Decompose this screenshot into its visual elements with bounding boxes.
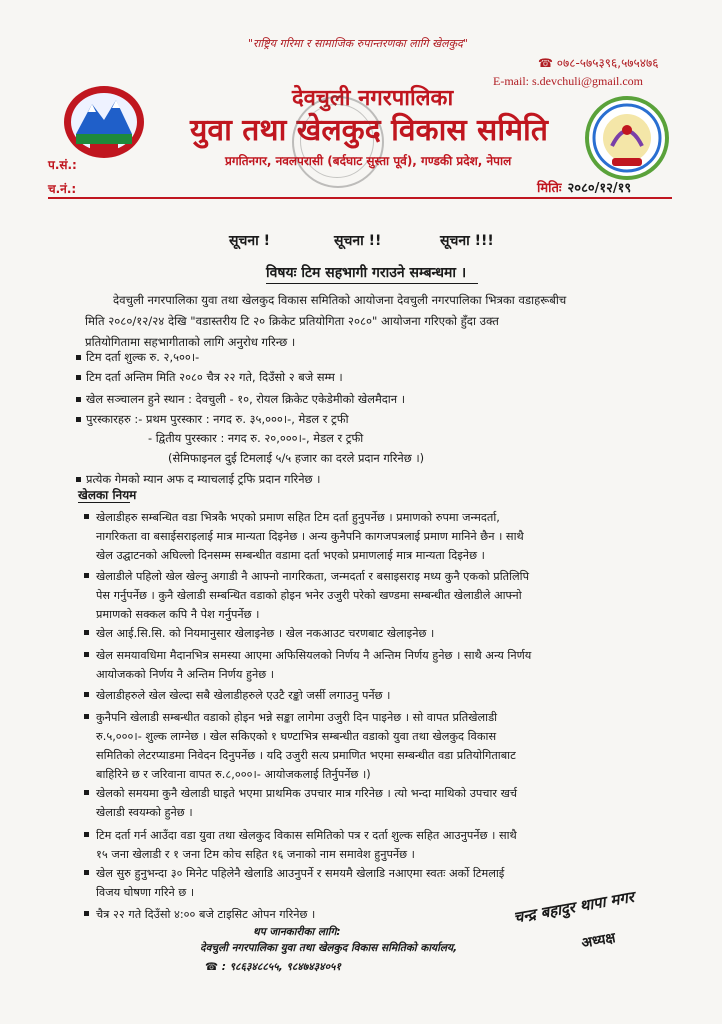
bullet-icon [84, 714, 89, 719]
rule-line: खेलाडी स्वयम्को हुनेछ । [96, 806, 193, 819]
semifinal-prize: (सेमिफाइनल दुई टिमलाई ५/५ हजार का दरले प्रदान गरिनेछ ।) [168, 451, 425, 465]
rule-line: खेलाडीहरुले खेल खेल्दा सबै खेलाडीहरुले एउटै रङ्को जर्सी लगाउनु पर्नेछ । [96, 689, 391, 702]
second-prize: - द्वितीय पुरस्कार : नगद रु. २०,०००।-, मेडल र ट्रफी [148, 431, 364, 445]
rule-line: प्रमाणको सक्कल कपि नै पेश गर्नुपर्नेछ । [96, 608, 260, 621]
letter-number-label: प.सं.: [48, 158, 77, 172]
intro-line: मिति २०८०/१२/२४ देखि "वडास्तरीय टि २० क्रिकेट प्रतियोगिता २०८०" आयोजना गरिएको हुँदा उक्त [85, 314, 499, 328]
rule-item [96, 784, 686, 822]
bullet-icon [84, 790, 89, 795]
rule-line: नागरिकता वा बसाईसराइलाई मात्र मान्यता दिइनेछ । अन्य कुनैपनि कागजपत्रलाई प्रमाण मानिने छैन । साथै [96, 530, 524, 543]
rule-line: समितिको लेटरप्याडमा निवेदन दिनुपर्नेछ । यदि उजुरी सत्य प्रमाणित भएमा सम्बन्धीत वडा प्रतियोगिताबाट [96, 749, 516, 762]
rule-line: खेल उद्घाटनको अघिल्लो दिनसम्म सम्बन्धीत वडामा दर्ता भएको प्रमाणलाई मात्र मान्यता दिइनेछ । [96, 549, 485, 562]
notice-word-2: सूचना !! [334, 233, 382, 249]
fact-text: प्रत्येक गेमको म्यान अफ द म्याचलाई ट्रफि प्रदान गरिनेछ । [86, 472, 321, 486]
slogan: "राष्ट्रिय गरिमा र सामाजिक रुपान्तरणका लागि खेलकुद" [248, 37, 468, 50]
rule-line: खेलाडीले पहिलो खेल खेल्नु अगाडी नै आफ्नो नागरिकता, जन्मदर्ता र बसाइसराइ मध्य कुनै एकको प्रतिलिपि [96, 570, 530, 583]
rule-item [96, 826, 686, 864]
dispatch-number-label: च.नं.: [48, 182, 77, 196]
fact-text: टिम दर्ता शुल्क रु. २,५००।- [86, 350, 200, 364]
rule-line: १५ जना खेलाडी र १ जना टिम कोच सहित १६ जनाको नाम समावेश हुनुपर्नेछ । [96, 848, 415, 861]
notice-word-3: सूचना !!! [440, 233, 494, 249]
rule-line: पेस गर्नुपर्नेछ । कुनै खेलाडी सम्बन्धित वडाको होइन भनेर उजुरी परेको खण्डमा सम्बन्धीत खेलाडीले आफ्नो [96, 589, 522, 602]
bullet-icon [84, 911, 89, 916]
date-label: मितिः [537, 181, 562, 196]
office-email: E-mail: s.devchuli@gmail.com [493, 74, 644, 88]
rule-line: रु.५,०००।- शुल्क लाग्नेछ । खेल सकिएको १ घण्टाभित्र सम्बन्धीत वडाको युवा तथा खेलकुद विकास [96, 730, 497, 743]
rule-line: बाहिरिने छ र जरिवाना वापत रु.८,०००।- आयोजकलाई तिर्नुपर्नेछ ।) [96, 768, 371, 781]
committee-name: युवा तथा खेलकुद विकास समिति [190, 113, 548, 148]
rule-line: खेल सुरु हुनुभन्दा ३० मिनेट पहिलेनै खेलाडि आउनुपर्ने र समयमै खेलाडि नआएमा स्वतः अर्को टिमलाई [96, 867, 505, 880]
rules-heading: खेलका नियम [78, 488, 137, 502]
rule-line: खेलको समयमा कुनै खेलाडी घाइते भएमा प्राथमिक उपचार मात्र गरिनेछ । त्यो भन्दा माथिको उपचार खर्च [96, 787, 518, 800]
fact-text: खेल सञ्चालन हुने स्थान : देवचुली - १०, रोयल क्रिकेट एकेडेमीको खेलमैदान । [86, 392, 406, 406]
intro-line: देवचुली नगरपालिका युवा तथा खेलकुद विकास समितिको आयोजना देवचुली नगरपालिका भित्रका वडाहरूबीच [113, 293, 567, 307]
rule-item [96, 708, 686, 784]
rule-line: आयोजकको निर्णय नै अन्तिम निर्णय हुनेछ । [96, 668, 275, 681]
rule-item [96, 508, 686, 565]
fact-text: पुरस्कारहरु :- प्रथम पुरस्कार : नगद रु. ३५,०००।-, मेडल र ट्रफी [86, 412, 349, 426]
chairperson-signature: चन्द्र बहादुर थापा मगर [512, 887, 636, 927]
bullet-icon [84, 692, 89, 697]
office-address: प्रगतिनगर, नवलपरासी (बर्दघाट सुस्ता पूर्व), गण्डकी प्रदेश, नेपाल [225, 154, 512, 168]
rule-item [96, 646, 686, 684]
bullet-icon [84, 870, 89, 875]
notice-word-1: सूचना ! [229, 233, 271, 249]
rule-line: टिम दर्ता गर्न आउँदा वडा युवा तथा खेलकुद विकास समितिको पत्र र दर्ता शुल्क सहित आउनुपर्नेछ । साथै [96, 829, 517, 842]
rule-line: विजय घोषणा गरिने छ । [96, 886, 195, 899]
rule-line: खेलाडीहरु सम्बन्धित वडा भित्रकै भएको प्रमाण सहित टिम दर्ता हुनुपर्नेछ । प्रमाणको रुपमा जन्मदर्ता, [96, 511, 500, 524]
subject-line: विषयः टिम सहभागी गराउने सम्बन्धमा । [266, 265, 467, 281]
rule-item [96, 567, 686, 624]
chairperson-title: अध्यक्ष [580, 930, 617, 952]
municipality-name: देवचुली नगरपालिका [292, 86, 454, 111]
fact-text: टिम दर्ता अन्तिम मिति २०८० चैत्र २२ गते, दिउँसो २ बजे सम्म । [86, 370, 343, 384]
bullet-icon [84, 832, 89, 837]
rule-item [96, 624, 686, 643]
intro-line: प्रतियोगितामा सहभागीताको लागि अनुरोध गरिन्छ । [85, 335, 296, 349]
rule-line: कुनैपनि खेलाडी सम्बन्धीत वडाको होइन भन्ने सङ्का लागेमा उजुरी दिन पाइनेछ । सो वापत प्रतिखेलाडी [96, 711, 498, 724]
contact-office: देवचुली नगरपालिका युवा तथा खेलकुद विकास समितिको कार्यालय, [200, 942, 458, 954]
date-value: २०८०/१२/१९ [567, 181, 632, 196]
rule-line: खेल समयावधिमा मैदानभित्र समस्या आएमा अफिसियलको निर्णय नै अन्तिम निर्णय हुनेछ । साथै अन्य निर्णय [96, 649, 532, 662]
rule-line: चैत्र २२ गते दिउँसो ४:०० बजे टाइसिट ओपन गरिनेछ । [96, 908, 316, 921]
office-phone: ☎ ०७८-५७५३९६,५७५४७६ [538, 56, 659, 70]
bullet-icon [84, 630, 89, 635]
rule-item [96, 686, 686, 705]
rule-line: खेल आई.सि.सि. को नियमानुसार खेलाइनेछ । खेल नकआउट चरणबाट खेलाइनेछ । [96, 627, 435, 640]
bullet-icon [84, 652, 89, 657]
contact-phone: ☎ : ९८६३४८८५५, ९८४७४३४०५१ [205, 961, 341, 973]
bullet-icon [84, 573, 89, 578]
contact-heading: थप जानकारीका लागि: [253, 926, 341, 938]
bullet-icon [84, 514, 89, 519]
